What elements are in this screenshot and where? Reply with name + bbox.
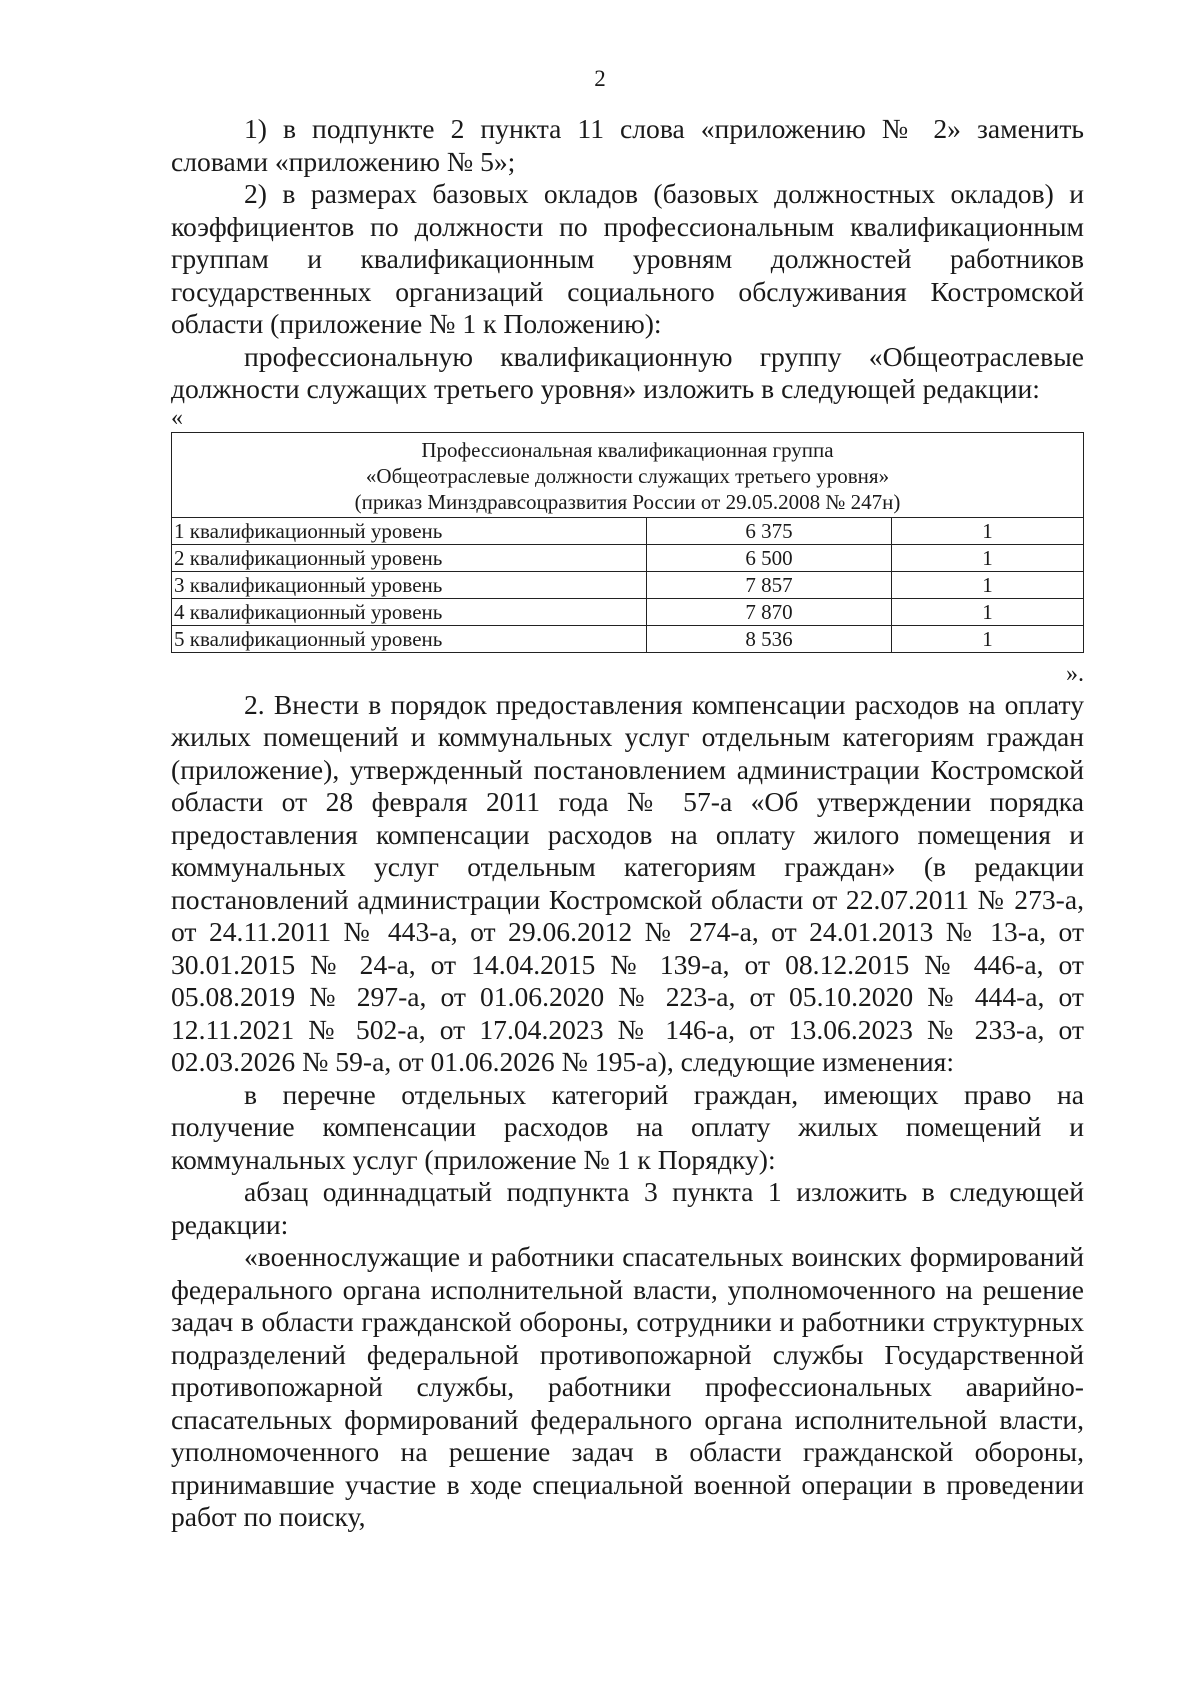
- paragraph-quoted-text: «военнослужащие и работники спасательных воинских формирований федерального органа исполнительной власти, уполномоченного на решение задач в области гражданской обороны, сотрудники и работники структурных подразделений федеральной противопожарной службы Государственной противопожарной службы, работники профессиональных аварийно-спасательных формирований федерального органа исполнительной власти, уполномоченного на решение задач в области гражданской обороны, принимавшие участие в ходе специальной военной операции в проведении работ по поиску,: [171, 1241, 1084, 1532]
- table-header-line: Профессиональная квалификационная группа: [421, 437, 834, 462]
- paragraph-abzac: абзац одиннадцатый подпункта 3 пункта 1 изложить в следующей редакции:: [171, 1176, 1084, 1240]
- coefficient-cell: 1: [892, 517, 1084, 544]
- paragraph-section-2: 2. Внести в порядок предоставления компенсации расходов на оплату жилых помещений и коммунальных услуг отдельным категориям граждан (приложение), утвержденный постановлением администрации Костромской области от 28 февраля 2011 года № 57-а «Об утверждении порядка предоставления компенсации расходов на оплату жилого помещения и коммунальных услуг отдельным категориям граждан» (в редакции постановлений администрации Костромской области от 22.07.2011 № 273-а, от 24.11.2011 № 443-а, от 29.06.2012 № 274-а, от 24.01.2013 № 13-а, от 30.01.2015 № 24-а, от 14.04.2015 № 139-а, от 08.12.2015 № 446-а, от 05.08.2019 № 297-а, от 01.06.2020 № 223-а, от 05.10.2020 № 444-а, от 12.11.2021 № 502-а, от 17.04.2023 № 146-а, от 13.06.2023 № 233-а, от 02.03.2026 № 59-а, от 01.06.2026 № 195-а), следующие изменения:: [171, 688, 1084, 1077]
- table-header-line: (приказ Минздравсоцразвития России от 29.05.2008 № 247н): [354, 489, 901, 514]
- level-cell: 1 квалификационный уровень: [172, 517, 647, 544]
- document-body: [171, 113, 1084, 1534]
- paragraph-item-2: 2) в размерах базовых окладов (базовых должностных окладов) и коэффициентов по должности по профессиональным квалификационным группам и квалификационным уровням должностей работников государственных организаций социального обслуживания Костромской области (приложение № 1 к Положению):: [171, 178, 1084, 339]
- table-row: [172, 598, 1084, 625]
- table-row: [172, 625, 1084, 652]
- coefficient-cell: 1: [892, 571, 1084, 598]
- salary-cell: 8 536: [647, 625, 892, 652]
- page-number: 2: [594, 66, 606, 91]
- table-row: [172, 544, 1084, 571]
- table-row: [172, 571, 1084, 598]
- coefficient-cell: 1: [892, 544, 1084, 571]
- level-cell: 2 квалификационный уровень: [172, 544, 647, 571]
- table-header-cell: [172, 432, 1084, 517]
- salary-cell: 6 500: [647, 544, 892, 571]
- coefficient-cell: 1: [892, 598, 1084, 625]
- table-header-row: [172, 432, 1084, 517]
- quote-close-mark: ».: [1066, 660, 1084, 687]
- salary-cell: 7 857: [647, 571, 892, 598]
- coefficient-cell: 1: [892, 625, 1084, 652]
- level-cell: 3 квалификационный уровень: [172, 571, 647, 598]
- level-cell: 5 квалификационный уровень: [172, 625, 647, 652]
- salary-cell: 7 870: [647, 598, 892, 625]
- qualification-group-table: [171, 432, 1084, 653]
- paragraph-pkg-intro: профессиональную квалификационную группу «Общеотраслевые должности служащих третьего уровня» изложить в следующей редакции:: [171, 340, 1084, 404]
- paragraph-list-intro: в перечне отдельных категорий граждан, имеющих право на получение компенсации расходов на оплату жилых помещений и коммунальных услуг (приложение № 1 к Порядку):: [171, 1078, 1084, 1175]
- salary-cell: 6 375: [647, 517, 892, 544]
- table-header-line: «Общеотраслевые должности служащих третьего уровня»: [365, 463, 890, 488]
- quote-open-mark: «: [171, 404, 183, 431]
- level-cell: 4 квалификационный уровень: [172, 598, 647, 625]
- paragraph-item-1: 1) в подпункте 2 пункта 11 слова «приложению № 2» заменить словами «приложению № 5»;: [171, 113, 1084, 177]
- table-row: [172, 517, 1084, 544]
